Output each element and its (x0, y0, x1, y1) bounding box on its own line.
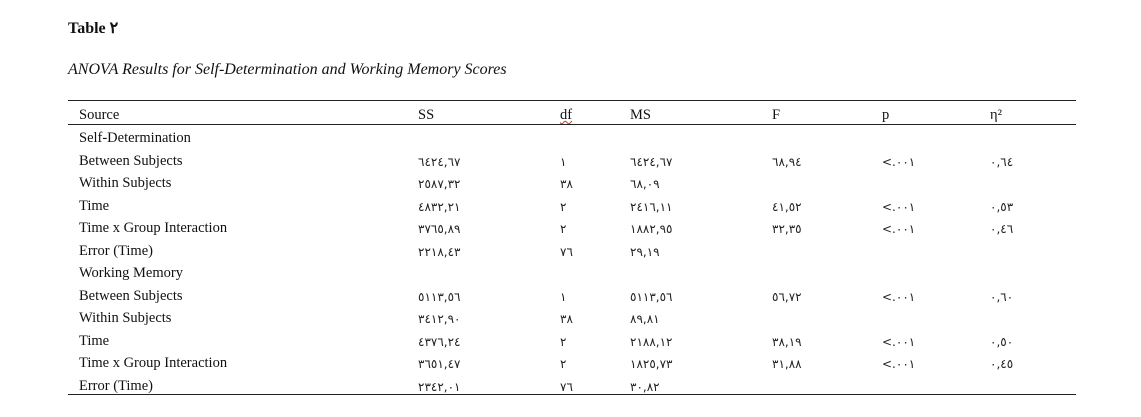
table-row (0, 241, 1141, 263)
cell-ms: ٨٩,٨١ (630, 312, 660, 326)
header-ss: SS (418, 107, 435, 123)
cell-source: Time (79, 332, 110, 349)
cell-df: ٢ (560, 357, 567, 371)
cell-source: Error (Time) (79, 377, 153, 394)
cell-source: Working Memory (79, 265, 183, 281)
cell-f: ٤١,٥٢ (772, 199, 802, 214)
cell-ss: ٢٣٤٢,٠١ (418, 379, 461, 394)
cell-source: Error (Time) (79, 242, 153, 259)
cell-ss: ٦٤٢٤,٦٧ (418, 154, 461, 169)
cell-eta-squared: ٠,٤٦ (990, 222, 1014, 236)
table-row (0, 151, 1141, 173)
header-ms: MS (630, 107, 651, 123)
cell-source: Between Subjects (79, 152, 183, 169)
cell-ms: ٣٠,٨٢ (630, 379, 660, 394)
cell-ms: ٦٤٢٤,٦٧ (630, 154, 673, 169)
cell-df: ٢ (560, 222, 567, 236)
cell-ms: ١٨٢٥,٧٣ (630, 357, 673, 371)
cell-ss: ٤٨٣٢,٢١ (418, 199, 461, 214)
cell-p: <.٠٠١ (882, 289, 916, 304)
table-row (0, 263, 1141, 285)
table-title: ANOVA Results for Self-Determination and Working Memory Scores (68, 61, 507, 78)
bottom-rule (68, 394, 1076, 395)
cell-ss: ٢٥٨٧,٣٢ (418, 177, 461, 191)
cell-ms: ٥١١٣,٥٦ (630, 289, 673, 304)
cell-ms: ٢٤١٦,١١ (630, 199, 673, 214)
cell-source: Between Subjects (79, 287, 183, 304)
cell-p: <.٠٠١ (882, 222, 916, 236)
table-row (0, 308, 1141, 330)
table-row (0, 128, 1141, 150)
table-row (0, 331, 1141, 353)
cell-ss: ٣٦٥١,٤٧ (418, 357, 461, 371)
table-row (0, 353, 1141, 375)
cell-p: <.٠٠١ (882, 154, 916, 169)
cell-df: ٢ (560, 334, 567, 349)
cell-df: ٧٦ (560, 379, 573, 394)
table-row (0, 286, 1141, 308)
cell-ss: ٤٣٧٦,٢٤ (418, 334, 461, 349)
header-df: df (560, 107, 573, 123)
header-f: F (772, 107, 781, 123)
header-p: p (882, 107, 890, 123)
cell-source: Within Subjects (79, 310, 172, 326)
table-row (0, 196, 1141, 218)
cell-f: ٦٨,٩٤ (772, 154, 802, 169)
cell-f: ٣١,٨٨ (772, 357, 802, 371)
header-source: Source (79, 107, 120, 123)
cell-p: <.٠٠١ (882, 357, 916, 371)
cell-f: ٣٨,١٩ (772, 334, 802, 349)
header-eta-squared: η² (990, 107, 1002, 123)
cell-df: ٢ (560, 199, 567, 214)
table-row (0, 218, 1141, 240)
cell-eta-squared: ٠,٦٠ (990, 289, 1014, 304)
cell-df: ١ (560, 289, 567, 304)
cell-ms: ١٨٨٢,٩٥ (630, 222, 673, 236)
cell-p: <.٠٠١ (882, 334, 916, 349)
cell-df: ١ (560, 154, 567, 169)
cell-f: ٥٦,٧٢ (772, 289, 802, 304)
top-rule (68, 100, 1076, 101)
cell-eta-squared: ٠,٦٤ (990, 154, 1014, 169)
cell-df: ٣٨ (560, 312, 573, 326)
cell-source: Time (79, 197, 110, 214)
cell-eta-squared: ٠,٥٠ (990, 334, 1014, 349)
cell-source: Self-Determination (79, 130, 191, 146)
cell-df: ٧٦ (560, 244, 573, 259)
cell-ss: ٣٧٦٥,٨٩ (418, 222, 461, 236)
table-row (0, 173, 1141, 195)
table-label: Table ٢ (68, 20, 119, 37)
cell-source: Within Subjects (79, 175, 172, 191)
cell-eta-squared: ٠,٤٥ (990, 357, 1014, 371)
cell-df: ٣٨ (560, 177, 573, 191)
cell-ms: ٢٩,١٩ (630, 244, 660, 259)
cell-eta-squared: ٠,٥٣ (990, 199, 1014, 214)
cell-ms: ٦٨,٠٩ (630, 177, 660, 191)
cell-source: Time x Group Interaction (79, 355, 228, 371)
cell-ss: ٥١١٣,٥٦ (418, 289, 461, 304)
cell-ss: ٣٤١٢,٩٠ (418, 312, 461, 326)
cell-ms: ٢١٨٨,١٢ (630, 334, 673, 349)
header-rule (68, 124, 1076, 125)
cell-ss: ٢٢١٨,٤٣ (418, 244, 461, 259)
cell-p: <.٠٠١ (882, 199, 916, 214)
cell-source: Time x Group Interaction (79, 220, 228, 236)
cell-f: ٣٢,٣٥ (772, 222, 802, 236)
